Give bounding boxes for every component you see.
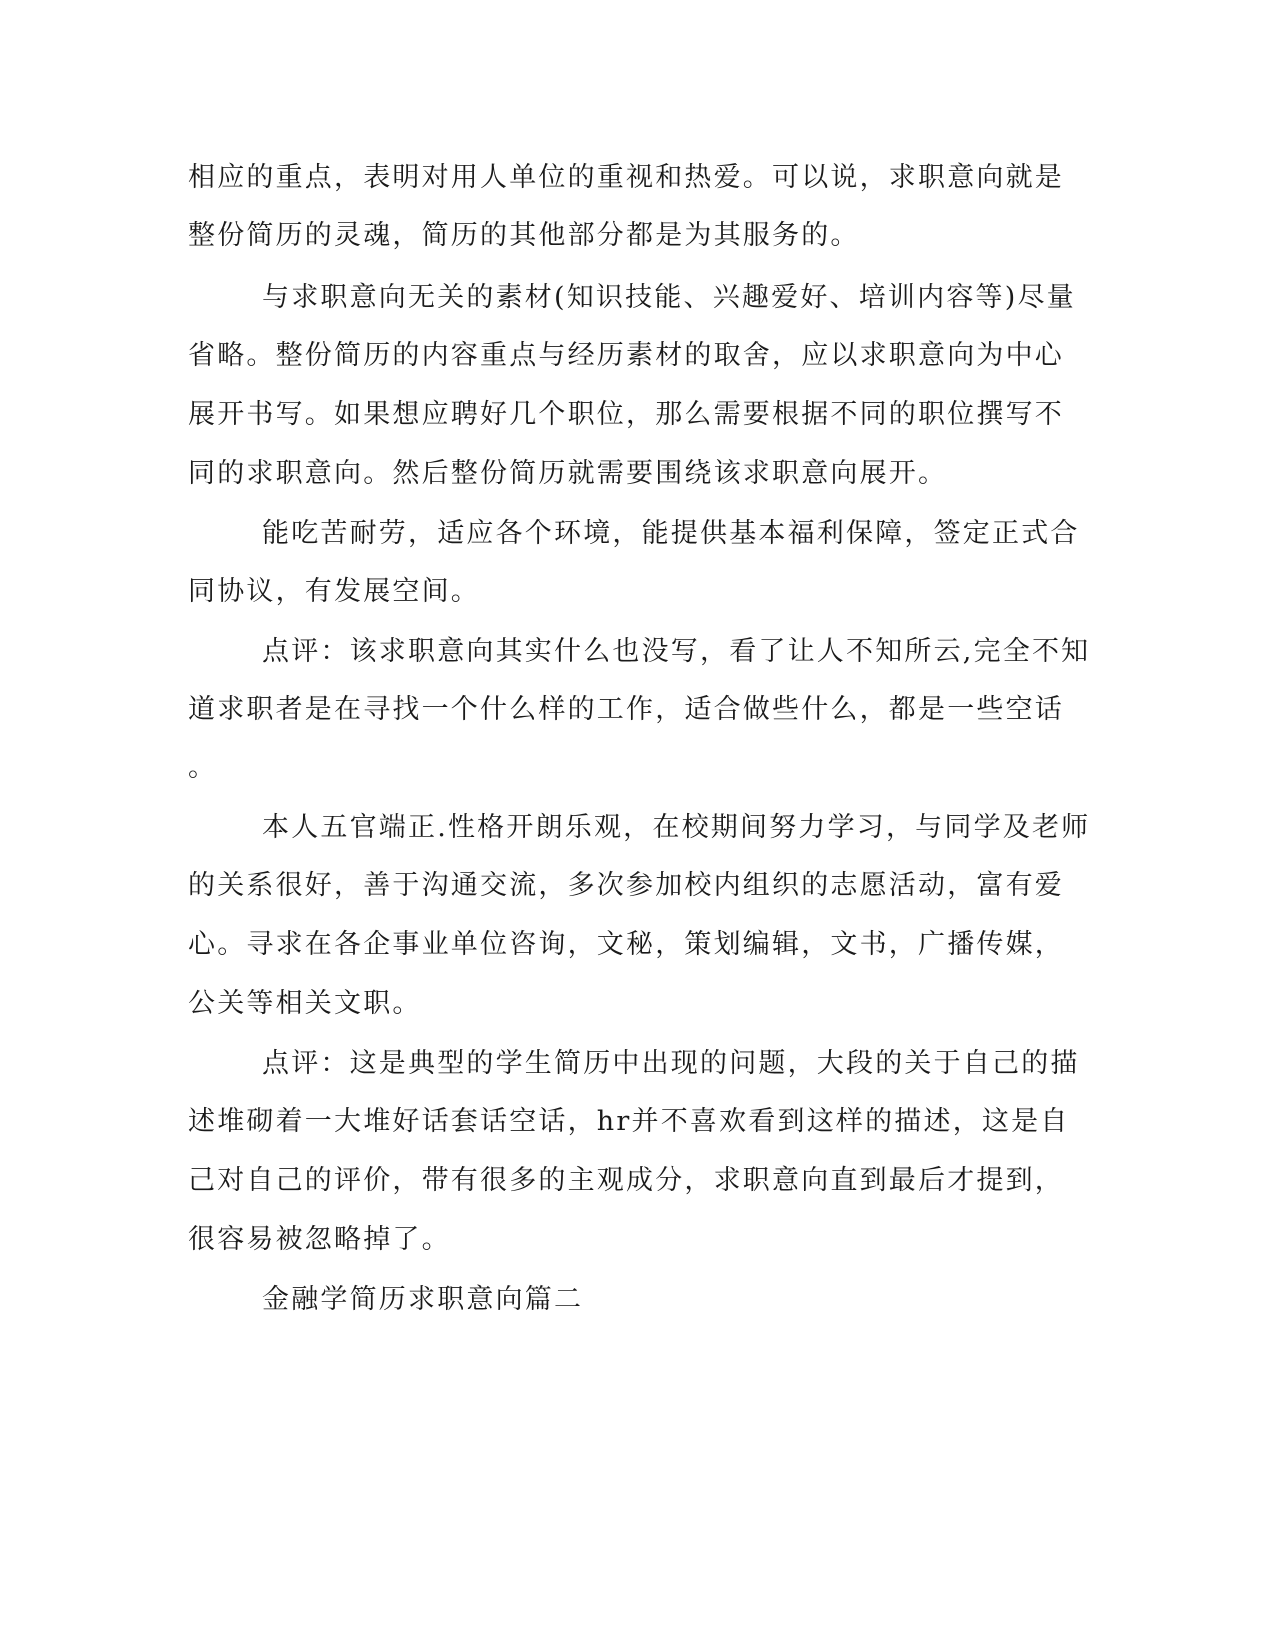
text-line: 与求职意向无关的素材(知识技能、兴趣爱好、培训内容等)尽量	[262, 282, 1076, 313]
text-line: 相应的重点，表明对用人单位的重视和热爱。可以说，求职意向就是	[188, 162, 1064, 193]
text-line: 述堆砌着一大堆好话套话空话，hr并不喜欢看到这样的描述，这是自	[188, 1106, 1070, 1137]
text-line: 的关系很好，善于沟通交流，多次参加校内组织的志愿活动，富有爱	[188, 870, 1064, 901]
text-line: 心。寻求在各企事业单位咨询，文秘，策划编辑，文书，广播传媒，	[188, 929, 1064, 960]
text-line: 能吃苦耐劳，适应各个环境，能提供基本福利保障，签定正式合	[262, 518, 1080, 549]
text-line: 点评：该求职意向其实什么也没写，看了让人不知所云,完全不知	[262, 636, 1091, 667]
text-line: 省略。整份简历的内容重点与经历素材的取舍，应以求职意向为中心	[188, 340, 1064, 371]
text-line: 本人五官端正.性格开朗乐观，在校期间努力学习，与同学及老师	[262, 812, 1091, 843]
text-line: 公关等相关文职。	[188, 988, 422, 1019]
section-heading: 金融学简历求职意向篇二	[262, 1284, 584, 1315]
text-line: 己对自己的评价，带有很多的主观成分，求职意向直到最后才提到，	[188, 1165, 1064, 1196]
text-line: 同协议，有发展空间。	[188, 576, 480, 607]
text-line: 同的求职意向。然后整份简历就需要围绕该求职意向展开。	[188, 458, 948, 489]
text-line: 道求职者是在寻找一个什么样的工作，适合做些什么，都是一些空话	[188, 694, 1064, 725]
text-line: 很容易被忽略掉了。	[188, 1224, 451, 1255]
text-line: 整份简历的灵魂，简历的其他部分都是为其服务的。	[188, 220, 860, 251]
text-line: 。	[188, 752, 218, 783]
text-line: 展开书写。如果想应聘好几个职位，那么需要根据不同的职位撰写不	[188, 399, 1064, 430]
text-line: 点评：这是典型的学生简历中出现的问题，大段的关于自己的描	[262, 1048, 1080, 1079]
